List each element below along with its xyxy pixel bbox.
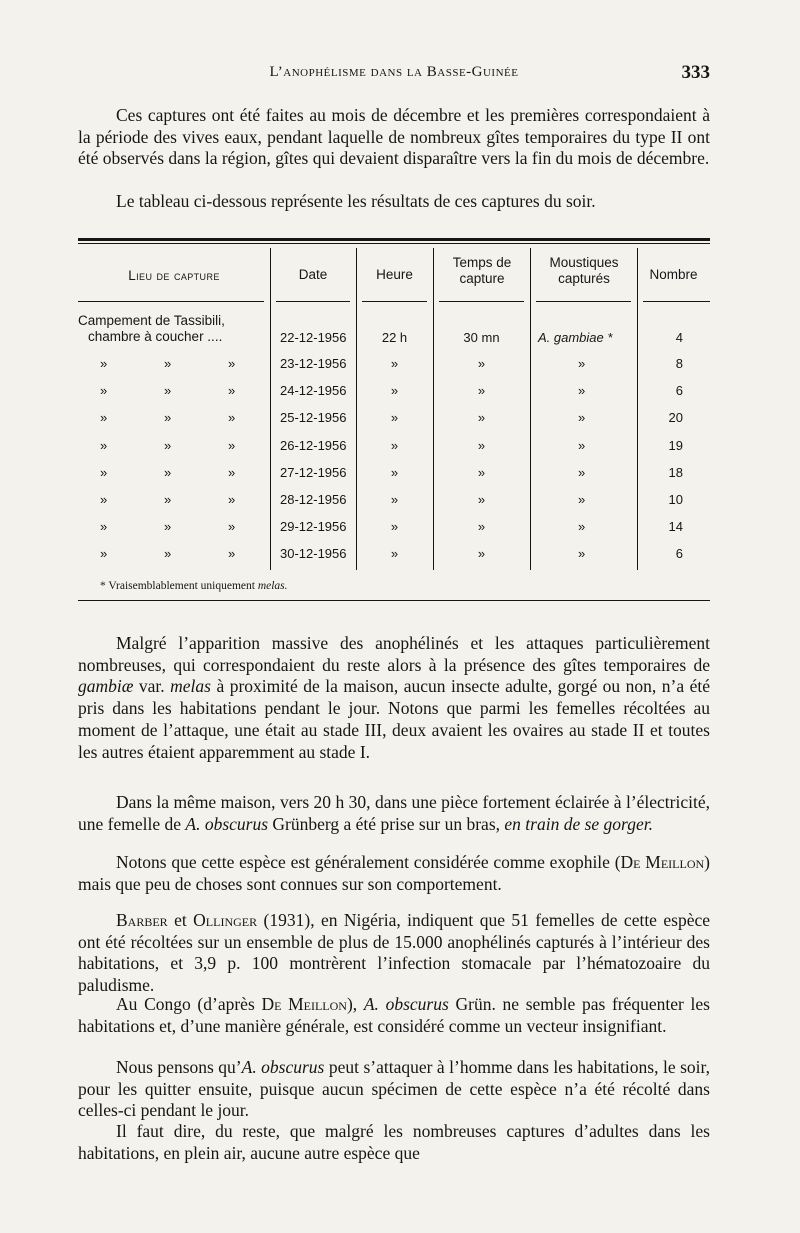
row-9-moustiques-ditto: »	[578, 546, 586, 562]
running-title: L’anophélisme dans la Basse-Guinée	[269, 64, 519, 80]
row-4-temps-ditto: »	[477, 410, 486, 426]
header-lieu: Lieu de capture	[128, 268, 220, 283]
row-3-temps-ditto: »	[477, 383, 486, 399]
p4-text-a: Dans la même maison, vers 20 h 30, dans une pièce fortement éclairée à l’électricité, une femelle de	[78, 792, 710, 834]
p8-species: A. obscurus	[241, 1057, 325, 1077]
p5-text-b: ) mais que peu de choses sont connues sur son comportement.	[78, 852, 710, 894]
row-3-lieu-ditto-2: »	[164, 383, 172, 399]
row-7-nombre: 10	[668, 492, 683, 507]
row-5-nombre: 19	[668, 437, 683, 453]
p3-species-gambiae: gambiæ	[78, 676, 134, 697]
running-head	[78, 64, 710, 86]
row-7-heure-ditto: »	[390, 492, 399, 507]
row-2-temps-ditto: »	[477, 356, 486, 371]
p4-italic: en train de se gorger.	[504, 813, 653, 834]
p3-text-c: à proximité de la maison, aucun insecte adulte, gorgé ou non, n’a été pris dans les habitations pendant le jour. Notons que parmi les femelles récoltées au moment de l’attaque, une était au stade III, deux avaient les ovaires au stade II et toutes les autres étaient apparemment au stade I.	[78, 676, 710, 762]
p8-text-b: peut s’attaquer à l’homme dans les habitations, le soir, pour les quitter ensuite, puisque aucun spécimen de cette espèce n’a été récolté dans celles-ci pendant le jour.	[78, 1057, 710, 1121]
row-6-temps-ditto: »	[477, 464, 486, 480]
row-8-date: 29-12-1956	[280, 519, 347, 535]
p4-text-b: Grünberg a été prise sur un bras,	[268, 813, 505, 834]
p5-text-a: Notons que cette espèce est généralement considérée comme exophile (	[116, 852, 621, 872]
table-bottom-rule	[78, 600, 710, 601]
p7-text-c: Grün. ne semble pas fréquenter les habitations et, d’une manière générale, est considéré comme un vecteur insignifiant.	[78, 994, 710, 1036]
row-5-date: 26-12-1956	[280, 437, 347, 453]
row-2-lieu-ditto-2: »	[164, 356, 172, 371]
body-paragraph-3	[78, 852, 710, 895]
intro-paragraph-2: Le tableau ci-dessous représente les résultats de ces captures du soir.	[116, 191, 596, 211]
row-5-heure-ditto: »	[390, 437, 399, 453]
row-3-date: 24-12-1956	[280, 383, 347, 399]
header-temps: Temps de capture	[452, 255, 512, 286]
header-underline-heure	[362, 301, 427, 302]
row-5-temps-ditto: »	[477, 437, 486, 453]
p7-author: De Meillon	[261, 994, 347, 1014]
row-4-lieu-ditto-2: »	[164, 410, 172, 426]
body-paragraph-6	[78, 1057, 710, 1122]
row-9-lieu-ditto-1: »	[100, 546, 108, 562]
p7-text-a: Au Congo (d’après	[116, 994, 262, 1014]
row-8-lieu-ditto-3: »	[228, 519, 236, 535]
row-2-heure-ditto: »	[390, 356, 399, 371]
p6-text-b: (1931), en Nigéria, indiquent que 51 femelles de cette espèce ont été récoltées sur un ensemble de plus de 15.000 anophélinés capturés à l’intérieur des habitations, et 3,9 p. 100 montrèrent l’infection stomacale par l’hématozoaire du paludisme.	[78, 910, 710, 996]
p3-text-b: var.	[133, 676, 171, 697]
row-3-nombre: 6	[675, 383, 683, 399]
row-8-lieu-ditto-1: »	[100, 519, 108, 535]
footnote-text: * Vraisemblablement uniquement	[100, 580, 258, 592]
p5-author: De Meillon	[620, 852, 705, 872]
body-paragraph-4	[78, 910, 710, 997]
row-1-moustiques: A. gambiae *	[538, 330, 613, 345]
table-top-rule	[78, 238, 710, 241]
row-9-lieu-ditto-3: »	[228, 546, 236, 562]
row-1-lieu-line2: chambre à coucher ....	[88, 329, 223, 344]
header-nombre: Nombre	[649, 267, 698, 282]
header-date: Date	[298, 267, 328, 282]
p6-author-1: Barber	[116, 910, 168, 930]
row-7-temps-ditto: »	[477, 492, 486, 507]
row-6-lieu-ditto-2: »	[164, 464, 172, 480]
row-7-lieu-ditto-1: »	[100, 492, 108, 507]
row-4-lieu-ditto-3: »	[228, 410, 236, 426]
row-9-temps-ditto: »	[477, 546, 486, 562]
row-8-lieu-ditto-2: »	[164, 519, 172, 535]
row-4-moustiques-ditto: »	[578, 410, 586, 426]
p6-et: et	[167, 910, 194, 930]
header-underline-date	[276, 301, 350, 302]
row-2-moustiques-ditto: »	[578, 356, 586, 371]
row-1-lieu	[78, 313, 270, 345]
p7-text-b: ),	[346, 994, 364, 1014]
header-heure: Heure	[376, 267, 413, 282]
row-1-heure: 22 h	[381, 330, 408, 345]
row-6-lieu-ditto-3: »	[228, 464, 236, 480]
row-4-heure-ditto: »	[390, 410, 399, 426]
row-7-date: 28-12-1956	[280, 492, 347, 507]
row-9-date: 30-12-1956	[280, 546, 347, 562]
row-3-heure-ditto: »	[390, 383, 399, 399]
row-3-moustiques-ditto: »	[578, 383, 586, 399]
row-5-lieu-ditto-2: »	[164, 437, 172, 453]
row-3-lieu-ditto-1: »	[100, 383, 108, 399]
row-7-moustiques-ditto: »	[578, 492, 586, 507]
row-8-moustiques-ditto: »	[578, 519, 586, 535]
header-underline-temps	[439, 301, 524, 302]
row-5-moustiques-ditto: »	[578, 437, 586, 453]
row-2-lieu-ditto-1: »	[100, 356, 108, 371]
p4-species: A. obscurus	[185, 813, 269, 834]
body-paragraph-7: Il faut dire, du reste, que malgré les nombreuses captures d’adultes dans les habitations, en plein air, aucune autre espèce que	[78, 1121, 710, 1163]
row-5-lieu-ditto-1: »	[100, 437, 108, 453]
p7-species: A. obscurus	[363, 994, 449, 1014]
row-9-lieu-ditto-2: »	[164, 546, 172, 562]
intro-paragraph-1: Ces captures ont été faites au mois de décembre et les premières correspondaient à la période des vives eaux, pendant laquelle de nombreux gîtes temporaires du type II ont été observés dans la région, gîtes qui devaient disparaître vers la fin du mois de décembre.	[78, 105, 710, 169]
page-number: 333	[681, 62, 710, 83]
header-moustiques: Moustiques capturés	[549, 255, 619, 286]
row-5-lieu-ditto-3: »	[228, 437, 236, 453]
captures-table	[78, 238, 710, 600]
row-8-nombre: 14	[668, 519, 683, 535]
row-4-lieu-ditto-1: »	[100, 410, 108, 426]
body-paragraph-1	[78, 633, 710, 763]
row-4-nombre: 20	[668, 410, 683, 426]
p6-author-2: Ollinger	[193, 910, 258, 930]
row-6-heure-ditto: »	[390, 464, 399, 480]
row-4-date: 25-12-1956	[280, 410, 347, 426]
body-paragraph-2	[78, 792, 710, 835]
row-6-moustiques-ditto: »	[578, 464, 586, 480]
row-3-lieu-ditto-3: »	[228, 383, 236, 399]
footnote-species: melas.	[257, 580, 288, 592]
table-footnote	[100, 580, 288, 592]
row-2-nombre: 8	[675, 356, 683, 371]
col-divider-date	[270, 248, 271, 570]
row-1-temps: 30 mn	[463, 330, 500, 345]
row-7-lieu-ditto-3: »	[228, 492, 236, 507]
header-underline-lieu	[78, 301, 264, 302]
p8-text-a: Nous pensons qu’	[116, 1057, 242, 1077]
row-6-lieu-ditto-1: »	[100, 464, 108, 480]
row-1-date: 22-12-1956	[280, 330, 347, 345]
table-top-rule-thin	[78, 243, 710, 244]
row-6-nombre: 18	[668, 464, 683, 480]
row-8-heure-ditto: »	[390, 519, 399, 535]
p3-text-a: Malgré l’apparition massive des anophélinés et les attaques particulièrement nombreuses, qui correspondaient du reste alors à la présence des gîtes temporaires de	[78, 633, 710, 675]
row-9-nombre: 6	[675, 546, 683, 562]
row-8-temps-ditto: »	[477, 519, 486, 535]
body-paragraph-5	[78, 994, 710, 1037]
p3-species-melas: melas	[170, 676, 211, 697]
header-underline-moustiques	[536, 301, 631, 302]
header-underline-nombre	[643, 301, 710, 302]
row-1-nombre: 4	[675, 330, 683, 345]
col-divider-moustiques	[530, 248, 531, 570]
row-2-lieu-ditto-3: »	[228, 356, 236, 371]
row-2-date: 23-12-1956	[280, 356, 347, 371]
row-6-date: 27-12-1956	[280, 464, 347, 480]
row-7-lieu-ditto-2: »	[164, 492, 172, 507]
row-9-heure-ditto: »	[390, 546, 399, 562]
row-1-lieu-line1: Campement de Tassibili,	[78, 313, 225, 328]
